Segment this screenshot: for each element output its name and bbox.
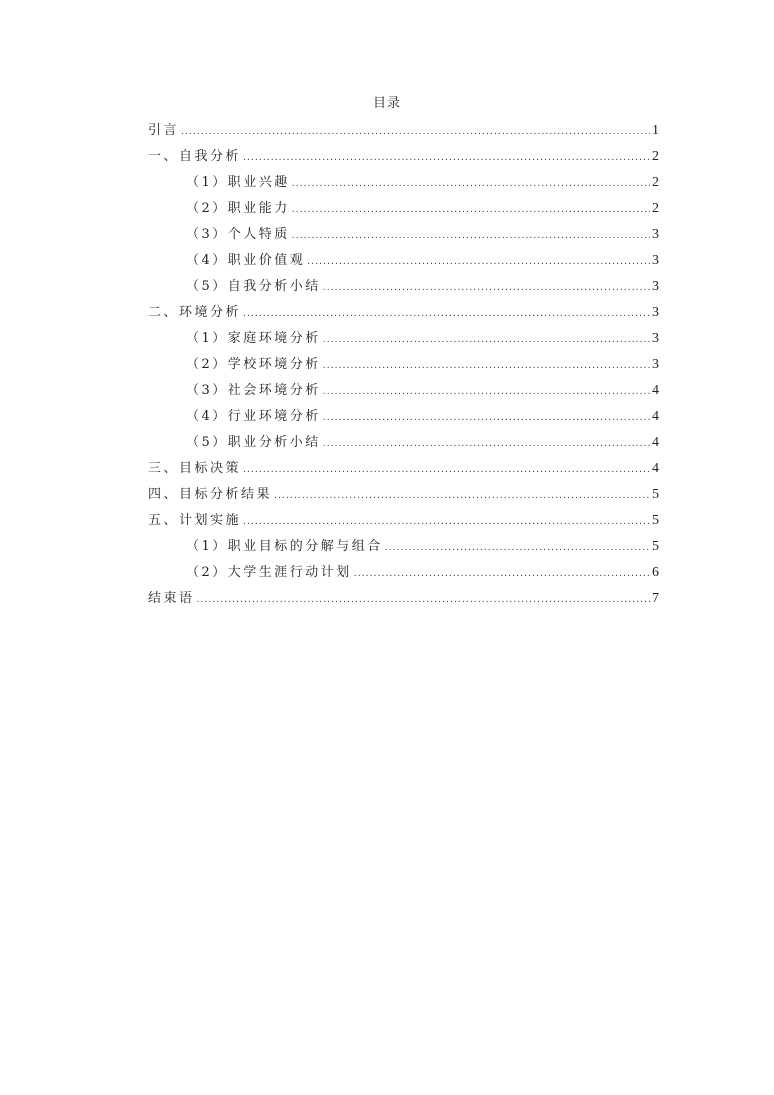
toc-entry-page-number: 2 bbox=[652, 175, 659, 190]
toc-dot-leader bbox=[243, 301, 650, 327]
toc-entry-label: （3）个人特质 bbox=[186, 227, 290, 242]
toc-dot-leader bbox=[323, 327, 650, 353]
toc-entry-label: 三、目标决策 bbox=[148, 461, 242, 476]
toc-entry[interactable] bbox=[148, 378, 659, 404]
toc-dot-leader bbox=[243, 145, 650, 171]
toc-entry-label: （5）职业分析小结 bbox=[186, 435, 321, 450]
toc-entry-label: （1）职业兴趣 bbox=[186, 175, 290, 190]
toc-entry[interactable] bbox=[148, 170, 659, 196]
toc-entry-label: 二、环境分析 bbox=[148, 305, 242, 320]
toc-entry[interactable] bbox=[148, 248, 659, 274]
toc-entry[interactable] bbox=[148, 586, 659, 612]
toc-dot-leader bbox=[243, 457, 650, 483]
toc-entry-label: （4）职业价值观 bbox=[186, 253, 306, 268]
toc-dot-leader bbox=[323, 275, 650, 301]
toc-entry[interactable] bbox=[148, 300, 659, 326]
toc-dot-leader bbox=[292, 223, 650, 249]
toc-entry[interactable] bbox=[148, 118, 659, 144]
toc-entry-page-number: 3 bbox=[652, 227, 659, 242]
toc-entry-page-number: 4 bbox=[652, 435, 659, 450]
toc-entry-page-number: 1 bbox=[652, 123, 659, 138]
table-of-contents bbox=[148, 118, 659, 612]
toc-entry-page-number: 5 bbox=[652, 539, 659, 554]
toc-title: 目录 bbox=[372, 96, 401, 111]
toc-entry-page-number: 4 bbox=[652, 409, 659, 424]
toc-dot-leader bbox=[292, 197, 650, 223]
toc-entry[interactable] bbox=[148, 222, 659, 248]
toc-entry-label: 一、自我分析 bbox=[148, 149, 242, 164]
toc-entry[interactable] bbox=[148, 482, 659, 508]
toc-entry[interactable] bbox=[148, 560, 659, 586]
toc-entry-label: 四、目标分析结果 bbox=[148, 487, 273, 502]
toc-entry-label: （1）职业目标的分解与组合 bbox=[186, 539, 383, 554]
toc-entry-page-number: 3 bbox=[652, 253, 659, 268]
toc-entry-label: （4）行业环境分析 bbox=[186, 409, 321, 424]
toc-dot-leader bbox=[181, 119, 650, 145]
toc-entry-label: （3）社会环境分析 bbox=[186, 383, 321, 398]
toc-dot-leader bbox=[274, 483, 650, 509]
toc-entry-label: （5）自我分析小结 bbox=[186, 279, 321, 294]
toc-dot-leader bbox=[243, 509, 650, 535]
toc-entry-page-number: 4 bbox=[652, 383, 659, 398]
toc-entry[interactable] bbox=[148, 274, 659, 300]
toc-entry-page-number: 5 bbox=[652, 513, 659, 528]
toc-entry[interactable] bbox=[148, 326, 659, 352]
toc-entry-label: （1）家庭环境分析 bbox=[186, 331, 321, 346]
toc-entry-label: 结束语 bbox=[148, 591, 195, 606]
toc-dot-leader bbox=[292, 171, 650, 197]
toc-entry-page-number: 2 bbox=[652, 149, 659, 164]
toc-entry-page-number: 5 bbox=[652, 487, 659, 502]
toc-entry[interactable] bbox=[148, 196, 659, 222]
toc-dot-leader bbox=[323, 353, 650, 379]
toc-entry[interactable] bbox=[148, 430, 659, 456]
toc-entry-label: （2）学校环境分析 bbox=[186, 357, 321, 372]
toc-entry-label: 引言 bbox=[148, 123, 180, 138]
toc-entry-label: （2）职业能力 bbox=[186, 201, 290, 216]
toc-entry-label: 五、计划实施 bbox=[148, 513, 242, 528]
toc-entry[interactable] bbox=[148, 456, 659, 482]
toc-dot-leader bbox=[197, 587, 650, 613]
toc-dot-leader bbox=[385, 535, 650, 561]
toc-entry-page-number: 3 bbox=[652, 331, 659, 346]
toc-entry[interactable] bbox=[148, 352, 659, 378]
toc-entry-page-number: 2 bbox=[652, 201, 659, 216]
toc-entry[interactable] bbox=[148, 534, 659, 560]
toc-dot-leader bbox=[323, 379, 650, 405]
toc-dot-leader bbox=[323, 405, 650, 431]
toc-entry-page-number: 6 bbox=[652, 565, 659, 580]
toc-entry[interactable] bbox=[148, 508, 659, 534]
toc-entry[interactable] bbox=[148, 144, 659, 170]
toc-dot-leader bbox=[307, 249, 650, 275]
toc-entry-page-number: 7 bbox=[652, 591, 659, 606]
toc-dot-leader bbox=[323, 431, 650, 457]
toc-entry-label: （2）大学生涯行动计划 bbox=[186, 565, 352, 580]
toc-entry-page-number: 3 bbox=[652, 305, 659, 320]
toc-dot-leader bbox=[354, 561, 650, 587]
toc-entry[interactable] bbox=[148, 404, 659, 430]
toc-entry-page-number: 3 bbox=[652, 357, 659, 372]
toc-entry-page-number: 3 bbox=[652, 279, 659, 294]
toc-entry-page-number: 4 bbox=[652, 461, 659, 476]
